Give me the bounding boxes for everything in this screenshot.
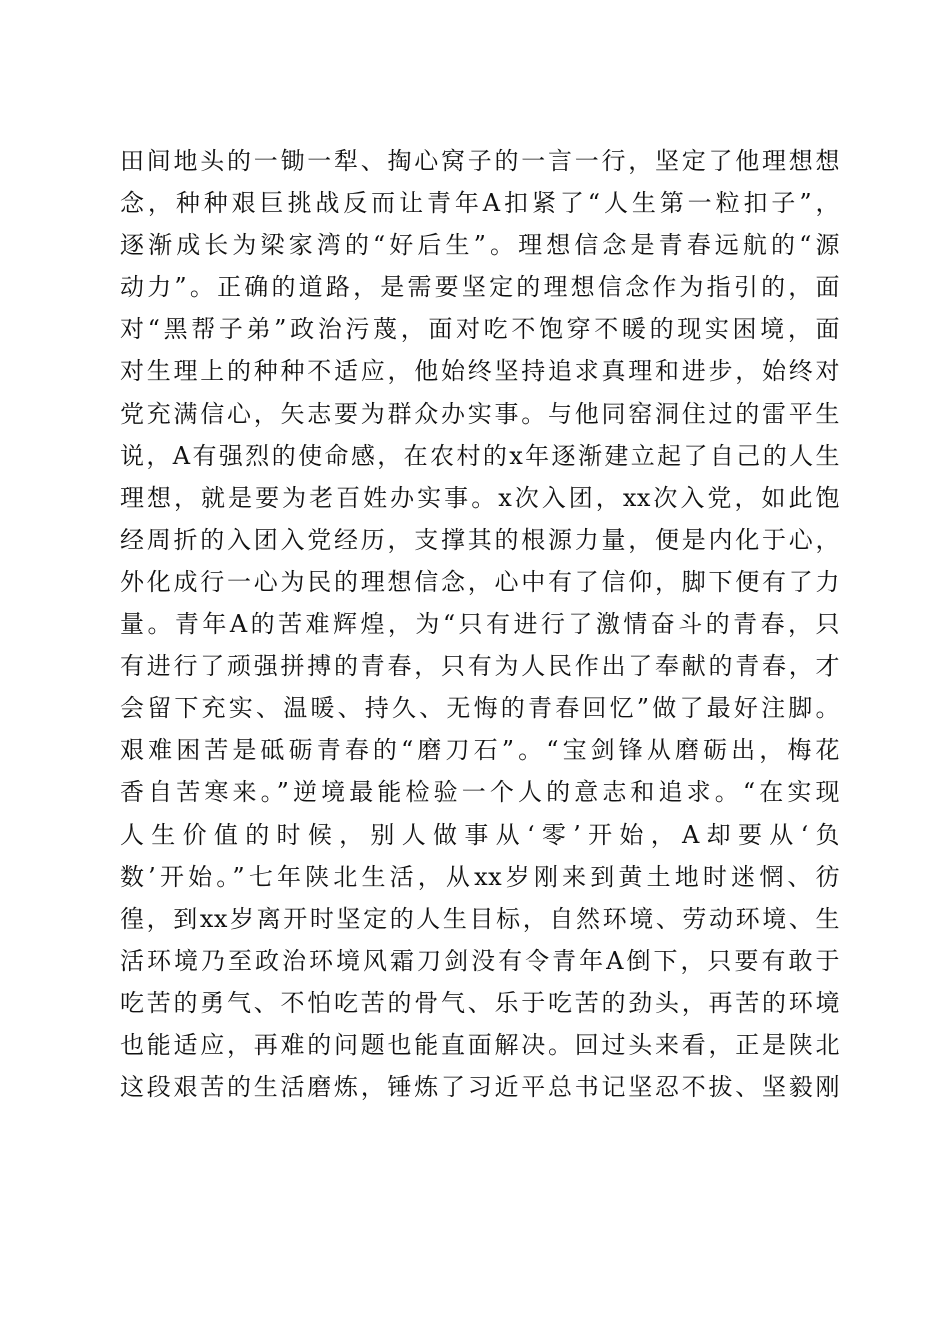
text-line: 活环境乃至政治环境风霜刀剑没有令青年A倒下，只要有敢于 bbox=[120, 946, 840, 975]
text-line: 量。青年A的苦难辉煌，为“只有进行了激情奋斗的青春，只 bbox=[120, 610, 840, 639]
text-line: 党充满信心，矢志要为群众办实事。与他同窑洞住过的雷平生 bbox=[120, 399, 840, 428]
text-line: 说，A有强烈的使命感，在农村的x年逐渐建立起了自己的人生 bbox=[120, 441, 840, 470]
text-line: 经周折的入团入党经历，支撑其的根源力量，便是内化于心， bbox=[120, 525, 840, 554]
text-line: 徨，到xx岁离开时坚定的人生目标，自然环境、劳动环境、生 bbox=[120, 904, 840, 933]
text-line: 会留下充实、温暖、持久、无悔的青春回忆”做了最好注脚。 bbox=[120, 694, 840, 723]
text-line: 艰难困苦是砥砺青春的“磨刀石”。“宝剑锋从磨砺出，梅花 bbox=[120, 736, 840, 765]
text-line: 数’开始。”七年陕北生活，从xx岁刚来到黄土地时迷惘、彷 bbox=[120, 862, 840, 891]
text-line: 念，种种艰巨挑战反而让青年A扣紧了“人生第一粒扣子”， bbox=[120, 189, 840, 218]
text-line: 逐渐成长为梁家湾的“好后生”。理想信念是青春远航的“源 bbox=[120, 231, 840, 260]
text-line: 也能适应，再难的问题也能直面解决。回过头来看，正是陕北 bbox=[120, 1030, 840, 1059]
text-line: 外化成行一心为民的理想信念，心中有了信仰，脚下便有了力 bbox=[120, 567, 840, 596]
text-line: 有进行了顽强拼搏的青春，只有为人民作出了奉献的青春，才 bbox=[120, 652, 840, 681]
body-paragraph bbox=[120, 140, 840, 1108]
text-line: 对生理上的种种不适应，他始终坚持追求真理和进步，始终对 bbox=[120, 357, 840, 386]
text-line: 这段艰苦的生活磨炼，锤炼了习近平总书记坚忍不拔、坚毅刚 bbox=[120, 1073, 840, 1102]
text-line: 对“黑帮子弟”政治污蔑，面对吃不饱穿不暖的现实困境，面 bbox=[120, 315, 840, 344]
text-line: 人生价值的时候，别人做事从‘零’开始，A却要从‘负 bbox=[120, 820, 840, 849]
text-line: 动力”。正确的道路，是需要坚定的理想信念作为指引的，面 bbox=[120, 273, 840, 302]
text-line: 田间地头的一锄一犁、掏心窝子的一言一行，坚定了他理想想 bbox=[120, 147, 840, 175]
text-line: 香自苦寒来。”逆境最能检验一个人的意志和追求。“在实现 bbox=[120, 778, 840, 807]
text-line: 吃苦的勇气、不怕吃苦的骨气、乐于吃苦的劲头，再苦的环境 bbox=[120, 988, 840, 1017]
text-line: 理想，就是要为老百姓办实事。x次入团，xx次入党，如此饱 bbox=[120, 483, 840, 512]
